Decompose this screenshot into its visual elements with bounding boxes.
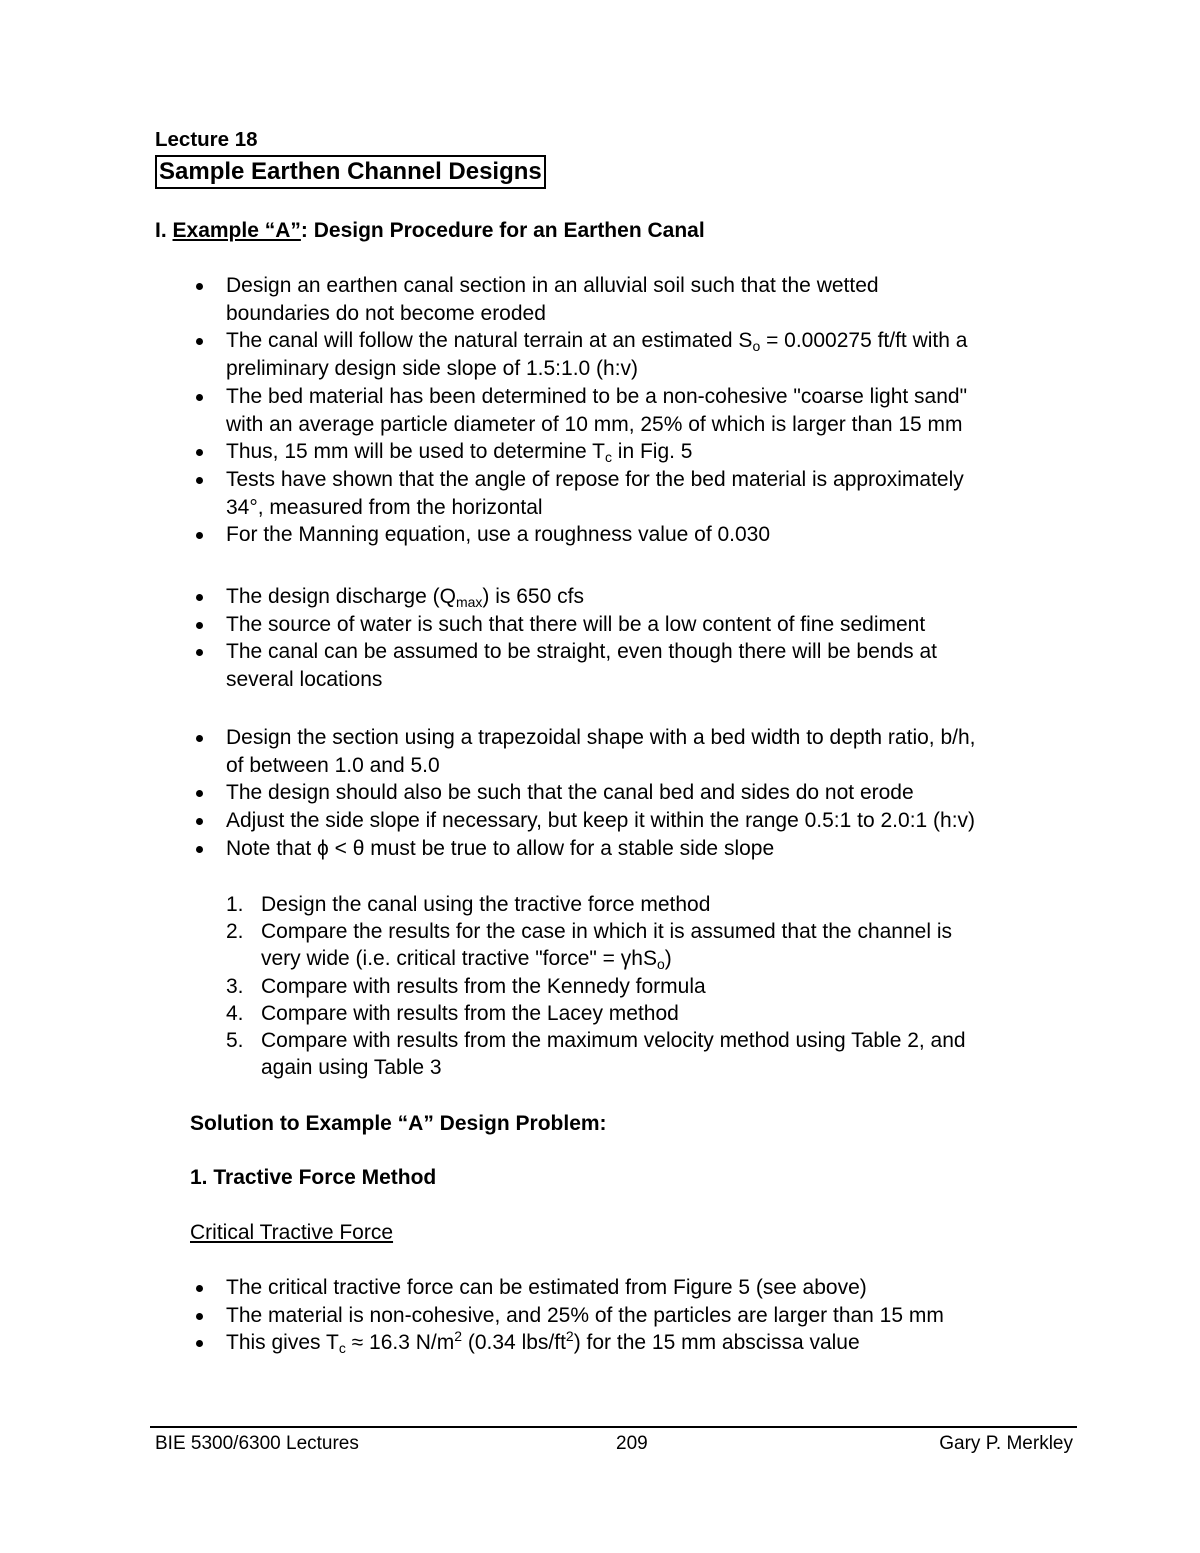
bullet-list-requirements (190, 272, 967, 549)
list-item (190, 327, 967, 382)
bullet-dot (196, 594, 203, 601)
bullet-text: = 0.000275 ft/ft with a (760, 329, 968, 353)
bullet-dot (196, 622, 203, 629)
bullet-text: Tests have shown that the angle of repose for the bed material is approximately (226, 467, 964, 491)
page-number: 209 (616, 1433, 648, 1454)
bullet-dot (196, 735, 203, 742)
page-title: Sample Earthen Channel Designs (155, 155, 546, 189)
bullet-dot (196, 1313, 203, 1320)
bullet-text: ≈ 16.3 N/m (345, 1331, 455, 1355)
item-text: Compare with results from the Lacey method (261, 1001, 679, 1025)
subscript: o (656, 956, 665, 973)
bullet-dot (196, 338, 203, 345)
subscript: max (455, 594, 483, 610)
bullet-text: The bed material has been determined to be a non-cohesive "coarse light sand" (226, 384, 968, 408)
bullet-text: The canal will follow the natural terrain at an estimated S (226, 329, 753, 353)
bullet-dot (196, 1340, 203, 1347)
bullet-dot (196, 1285, 203, 1292)
list-item (190, 724, 975, 779)
item-number: 1. (226, 893, 244, 916)
example-label: Example “A” (172, 219, 301, 242)
subscript: o (752, 338, 761, 355)
bullet-list-design-criteria (190, 724, 975, 863)
bullet-dot (196, 532, 203, 539)
bullet-text: ) for the 15 mm abscissa value (573, 1331, 860, 1355)
bullet-dot (196, 283, 203, 290)
subscript: c (604, 449, 612, 466)
bullet-text: 34°, measured from the horizontal (226, 495, 543, 519)
bullet-text: Adjust the side slope if necessary, but keep it within the range 0.5:1 to 2.0:1 (h:v) (226, 809, 976, 833)
list-item (190, 466, 967, 521)
bullet-dot (196, 449, 203, 456)
method-heading: 1. Tractive Force Method (190, 1166, 437, 1189)
bullet-dot (196, 790, 203, 797)
bullet-text: Note that ϕ < θ must be true to allow for a stable side slope (226, 836, 775, 860)
superscript: 2 (565, 1328, 574, 1345)
bullet-text: Design the section using a trapezoidal shape with a bed width to depth ratio, b/h, (226, 726, 976, 749)
list-item (190, 583, 937, 611)
footer-course: BIE 5300/6300 Lectures (155, 1433, 359, 1454)
bullet-dot (196, 649, 203, 656)
list-item (190, 638, 937, 693)
list-item (226, 918, 966, 972)
section-prefix: I. (155, 219, 173, 242)
bullet-text: (0.34 lbs/ft (462, 1331, 566, 1355)
bullet-dot (196, 477, 203, 484)
list-item (226, 891, 966, 918)
subsection-heading: Critical Tractive Force (190, 1221, 394, 1244)
footer-divider (150, 1426, 1077, 1428)
bullet-text: This gives T (226, 1331, 339, 1355)
item-number: 5. (226, 1029, 244, 1053)
list-item (190, 779, 975, 807)
footer-author: Gary P. Merkley (939, 1433, 1073, 1454)
bullet-dot (196, 818, 203, 825)
list-item (190, 383, 967, 438)
bullet-text: in Fig. 5 (611, 440, 693, 464)
list-item (226, 1000, 966, 1027)
list-item (190, 272, 967, 327)
list-item (226, 973, 966, 1000)
item-text: again using Table 3 (261, 1056, 442, 1080)
bullet-text: with an average particle diameter of 10 mm, 25% of which is larger than 15 mm (226, 412, 963, 436)
bullet-text: The material is non-cohesive, and 25% of the particles are larger than 15 mm (226, 1303, 944, 1327)
item-text: Design the canal using the tractive force method (261, 893, 711, 916)
section-heading (155, 218, 705, 244)
bullet-dot (196, 846, 203, 853)
item-text: Compare with results from the maximum velocity method using Table 2, and (261, 1029, 966, 1053)
item-number: 4. (226, 1001, 244, 1025)
bullet-list-discharge (190, 583, 937, 694)
lecture-number: Lecture 18 (155, 128, 258, 151)
bullet-text: boundaries do not become eroded (226, 301, 546, 325)
bullet-text: The critical tractive force can be estimated from Figure 5 (see above) (226, 1276, 867, 1299)
item-text: Compare the results for the case in which it is assumed that the channel is (261, 920, 953, 944)
item-text: very wide (i.e. critical tractive "force" = γhS (261, 947, 657, 971)
list-item (190, 1302, 944, 1330)
list-item (190, 611, 937, 639)
subscript: c (338, 1340, 346, 1357)
list-item (190, 1274, 944, 1302)
bullet-text: ) is 650 cfs (482, 585, 584, 608)
bullet-text: The design discharge (Q (226, 585, 456, 608)
list-item (190, 835, 975, 863)
superscript: 2 (454, 1328, 463, 1345)
bullet-text: Design an earthen canal section in an alluvial soil such that the wetted (226, 274, 879, 297)
item-number: 2. (226, 920, 244, 944)
numbered-task-list (226, 891, 966, 1081)
solution-heading: Solution to Example “A” Design Problem: (190, 1112, 607, 1135)
list-item (190, 521, 967, 549)
bullet-text: For the Manning equation, use a roughness value of 0.030 (226, 523, 771, 547)
bullet-text: The canal can be assumed to be straight, even though there will be bends at (226, 640, 937, 664)
item-text: Compare with results from the Kennedy formula (261, 974, 706, 998)
bullet-text: The source of water is such that there will be a low content of fine sediment (226, 612, 926, 636)
bullet-text: The design should also be such that the canal bed and sides do not erode (226, 781, 914, 805)
list-item (190, 1329, 944, 1357)
bullet-text: Thus, 15 mm will be used to determine T (226, 440, 605, 464)
list-item (190, 807, 975, 835)
bullet-list-tractive-force (190, 1274, 944, 1357)
item-text: ) (664, 947, 672, 971)
bullet-text: of between 1.0 and 5.0 (226, 753, 440, 777)
bullet-dot (196, 394, 203, 401)
list-item (226, 1027, 966, 1081)
bullet-text: preliminary design side slope of 1.5:1.0 (h:v) (226, 357, 639, 381)
bullet-text: several locations (226, 668, 383, 692)
list-item (190, 438, 967, 466)
item-number: 3. (226, 974, 244, 998)
section-heading-rest: : Design Procedure for an Earthen Canal (300, 219, 705, 242)
